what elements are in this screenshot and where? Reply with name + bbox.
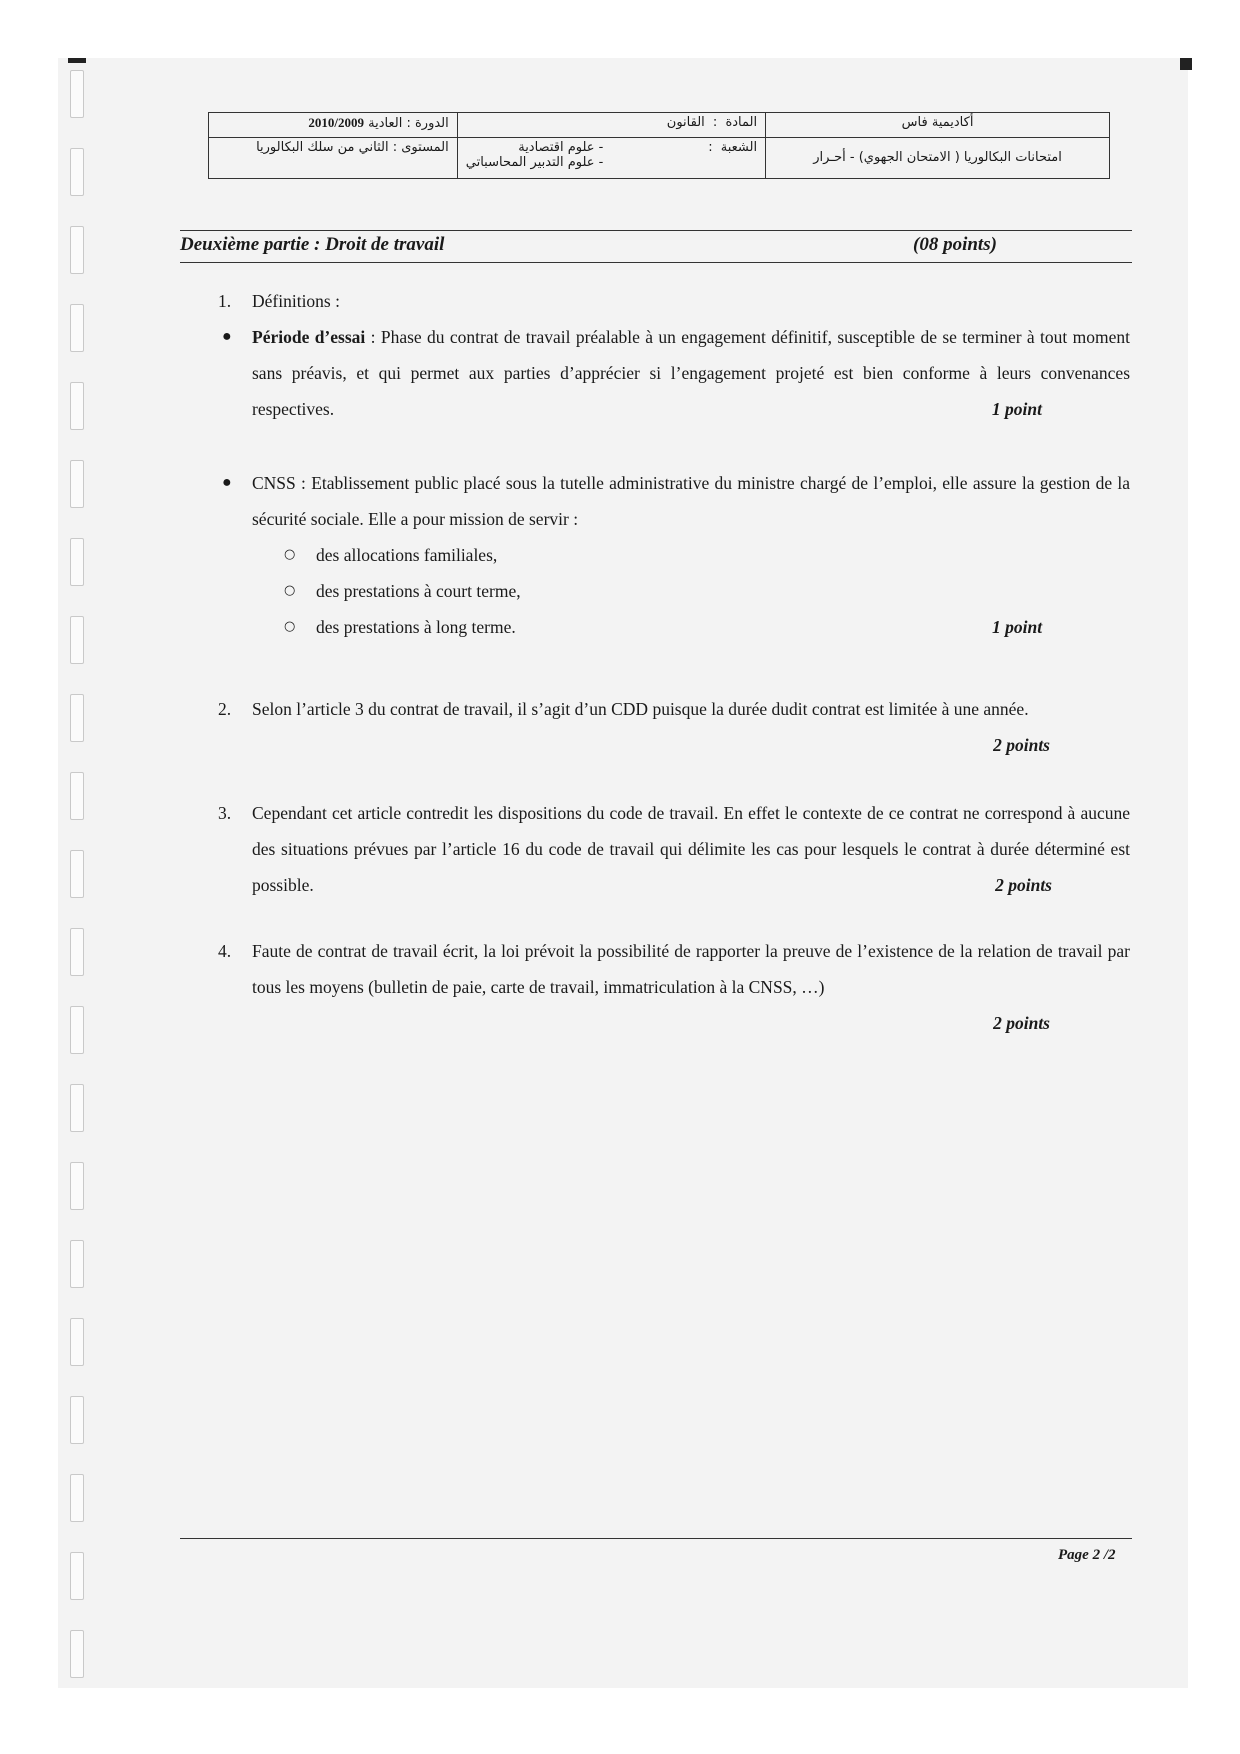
score-label: 2 points <box>993 735 1050 755</box>
subject-label: المادة <box>725 115 758 130</box>
session-value: العادية <box>368 116 403 131</box>
level-label: المستوى <box>401 140 449 155</box>
binding-hole <box>70 226 84 274</box>
definition-body <box>252 465 1130 537</box>
binding-hole <box>70 1240 84 1288</box>
branch-cell: الشعبة : - علوم اقتصادية - علوم التدبير المحاسباتي <box>457 138 765 179</box>
question-number: 2. <box>218 699 232 719</box>
binding-hole <box>70 1396 84 1444</box>
binding-hole <box>70 304 84 352</box>
list-item-text: des prestations à court terme, <box>316 581 521 601</box>
branch-label: الشعبة <box>720 140 758 155</box>
binding-hole <box>70 850 84 898</box>
list-item <box>284 537 1130 573</box>
binding-hole <box>70 382 84 430</box>
scan-mark <box>1180 58 1192 70</box>
question-2 <box>210 691 1130 755</box>
session-label: الدورة <box>414 116 449 131</box>
section-points: (08 points) <box>913 234 997 255</box>
score-label: 2 points <box>993 1013 1050 1033</box>
binding-hole <box>70 928 84 976</box>
binding-hole <box>70 616 84 664</box>
question-label: Définitions : <box>252 291 340 311</box>
list-item-text: des prestations à long terme. <box>316 617 516 637</box>
branch-value-1: - علوم اقتصادية <box>518 140 604 155</box>
footer-rule <box>180 1538 1132 1539</box>
question-3 <box>210 795 1130 903</box>
circle-bullet-icon: ○ <box>284 547 296 562</box>
question-text: Selon l’article 3 du contrat de travail, il s’agit d’un CDD puisque la durée dudit contrat est limitée à une année. <box>252 699 1029 719</box>
binding-hole <box>70 694 84 742</box>
score-label: 1 point <box>991 399 1042 419</box>
binding-hole <box>70 1318 84 1366</box>
question-1 <box>210 283 1130 319</box>
exam-header-table <box>208 112 1110 179</box>
definition-term: Période d’essai <box>252 327 366 347</box>
question-4 <box>210 933 1130 1033</box>
section-title: Deuxième partie : Droit de travail <box>180 234 445 255</box>
question-number: 1. <box>218 291 232 311</box>
binding-hole <box>70 1630 84 1678</box>
bullet-dot: ● <box>222 474 232 491</box>
binding-hole <box>70 538 84 586</box>
binding-hole <box>70 1084 84 1132</box>
definition-text: : Phase du contrat de travail préalable à un engagement définitif, susceptible de se terminer à tout moment sans préavis, et qui permet aux parties d’apprécier si l’engagement projeté est bien conforme à leurs convenances respectives. <box>252 327 1130 419</box>
binding-hole <box>70 70 84 118</box>
exam-cell <box>766 138 1110 179</box>
branch-value-2: - علوم التدبير المحاسباتي <box>465 155 604 170</box>
academy-name: أكاديمية فاس <box>901 115 974 130</box>
subject-value: القانون <box>666 115 705 130</box>
definition-term: CNSS <box>252 473 296 493</box>
level-value: الثاني من سلك البكالوريا <box>256 140 389 155</box>
definition-text: : Etablissement public placé sous la tutelle administrative du ministre chargé de l’emploi, elle assure la gestion de la sécurité sociale. Elle a pour mission de servir : <box>252 473 1130 529</box>
binding-hole <box>70 148 84 196</box>
binding-hole <box>70 460 84 508</box>
bullet-dot: ● <box>222 328 232 345</box>
binding-hole <box>70 1162 84 1210</box>
score-label: 1 point <box>992 617 1043 637</box>
binding-holes <box>70 70 84 1670</box>
question-text: Faute de contrat de travail écrit, la loi prévoit la possibilité de rapporter la preuve de l’existence de la relation de travail par tous les moyens (bulletin de paie, carte de travail, immatriculation à la CNSS, …) <box>252 941 1130 997</box>
heading-rule-bottom <box>180 262 1132 263</box>
scan-mark <box>68 58 86 63</box>
session-cell: الدورة : العادية 2010/2009 <box>209 113 458 138</box>
binding-hole <box>70 772 84 820</box>
list-item <box>284 609 1130 645</box>
score-line <box>210 391 1130 427</box>
question-number: 3. <box>218 803 232 823</box>
section-heading <box>180 234 1130 256</box>
level-cell: المستوى : الثاني من سلك البكالوريا <box>209 138 458 179</box>
session-year: 2010/2009 <box>308 115 364 130</box>
binding-hole <box>70 1474 84 1522</box>
list-item-text: des allocations familiales, <box>316 545 498 565</box>
academy-cell <box>766 113 1110 138</box>
page-number: Page 2 /2 <box>1058 1547 1116 1563</box>
score-label: 2 points <box>995 875 1052 895</box>
definition-cnss <box>210 465 1130 645</box>
binding-hole <box>70 1552 84 1600</box>
question-number: 4. <box>218 941 232 961</box>
subject-cell: المادة : القانون <box>457 113 765 138</box>
circle-bullet-icon: ○ <box>284 619 296 634</box>
question-text-content: Cependant cet article contredit les dispositions du code de travail. En effet le contexte de ce contrat ne correspond à aucune des situations prévues par l’article 16 du code de travail qui délimite les cas pour lesquels le contrat à durée déterminé est possible. <box>252 803 1130 895</box>
heading-rule-top <box>180 230 1132 231</box>
circle-bullet-icon: ○ <box>284 583 296 598</box>
binding-hole <box>70 1006 84 1054</box>
exam-title: امتحانات البكالوريا ( الامتحان الجهوي) - أحـرار <box>813 150 1062 165</box>
list-item <box>284 573 1130 609</box>
